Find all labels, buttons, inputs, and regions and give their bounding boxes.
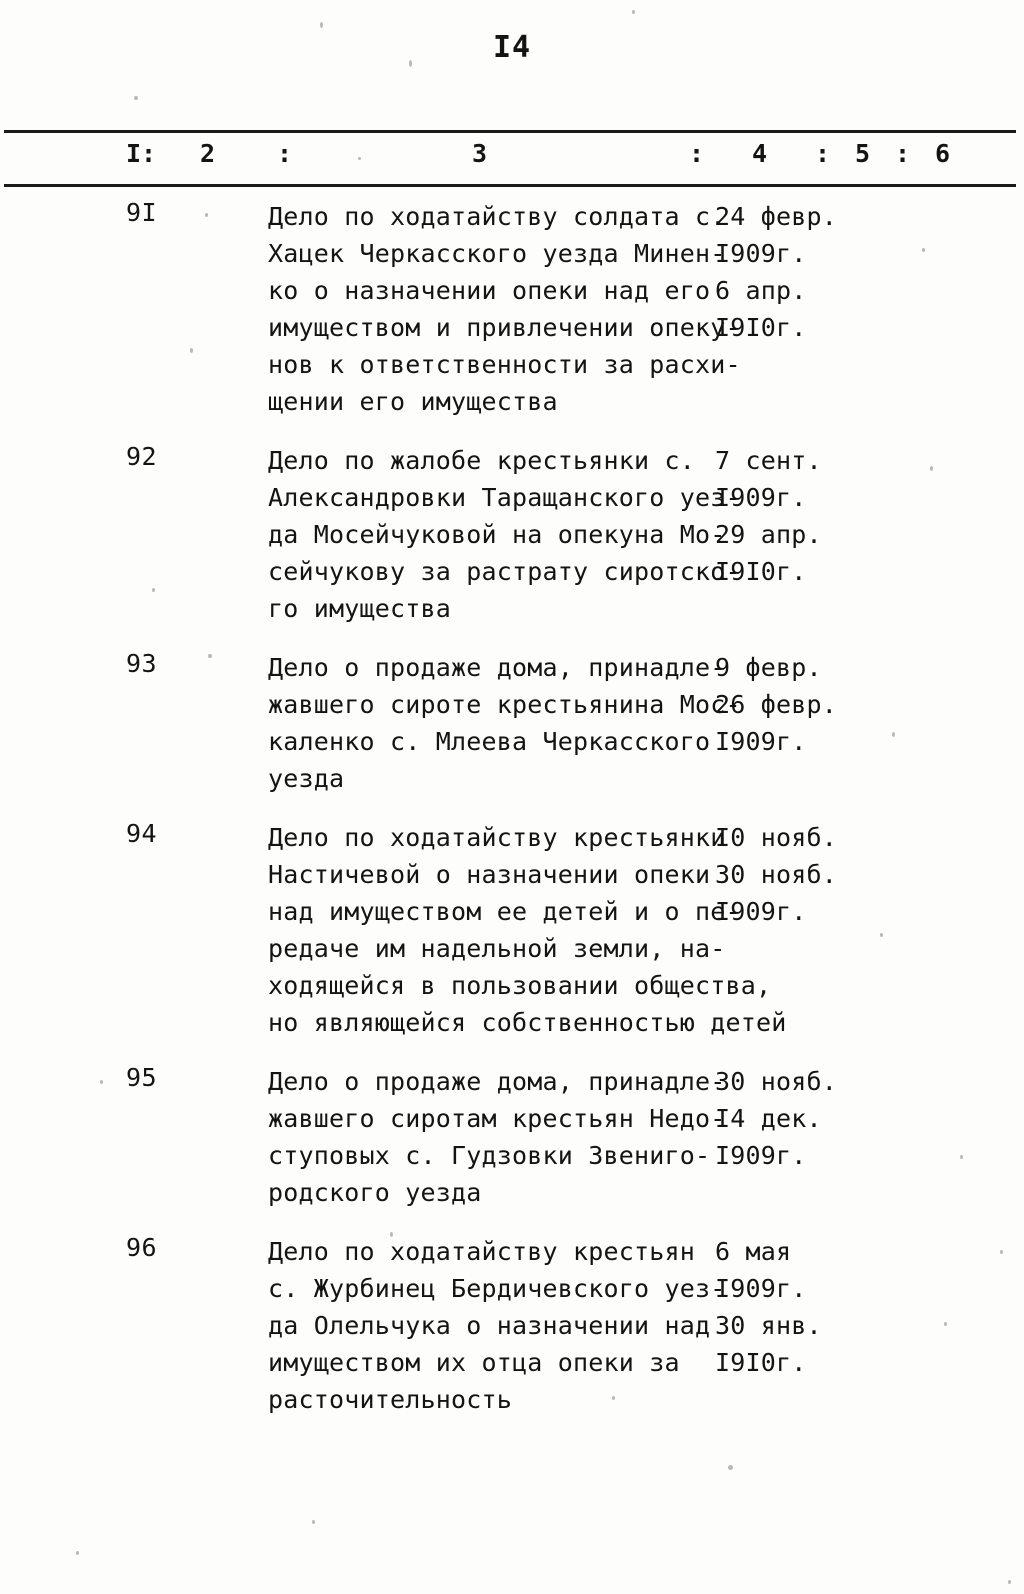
entry-number: 92 [126, 442, 158, 471]
entry-line [268, 1174, 1024, 1211]
entry-line [268, 1137, 1024, 1174]
entry-number: 95 [126, 1063, 158, 1092]
entry-list [0, 198, 1024, 1440]
entry-description: каленко с. Млеева Черкасского [268, 727, 711, 756]
entry-description: Дело по ходатайству крестьянки [268, 823, 726, 852]
entry-line [268, 1233, 1024, 1270]
scan-speckle [320, 22, 323, 28]
entry-date: 30 нояб. [715, 1067, 838, 1096]
entry-description: нов к ответственности за расхи- [268, 350, 741, 379]
column-header-1: I: [126, 139, 157, 168]
entry-description: ступовых с. Гудзовки Звениго- [268, 1141, 711, 1170]
entry-description: Дело по жалобе крестьянки с. [268, 446, 696, 475]
entry-date: I0 нояб. [715, 823, 838, 852]
entry-date: 7 сент. [715, 446, 822, 475]
entry-description: Дело по ходатайству солдата с. [268, 202, 726, 231]
page-number: I4 [492, 30, 532, 65]
entry-row [0, 649, 1024, 797]
entry-body [268, 198, 1024, 420]
header-rule-top [4, 130, 1016, 133]
scan-speckle [728, 1465, 733, 1470]
entry-line [268, 1100, 1024, 1137]
entry-description: родского уезда [268, 1178, 482, 1207]
entry-date: 6 мая [715, 1237, 792, 1266]
entry-description: жавшего сиротам крестьян Недо- [268, 1104, 726, 1133]
entry-description: Дело о продаже дома, принадле- [268, 653, 726, 682]
entry-body [268, 442, 1024, 627]
entry-date: I9I0г. [715, 1348, 807, 1377]
scan-speckle [134, 96, 138, 100]
entry-line [268, 272, 1024, 309]
scan-speckle [76, 1551, 79, 1555]
entry-date: 30 янв. [715, 1311, 822, 1340]
column-header-5: 5 [855, 139, 871, 168]
entry-description: Настичевой о назначении опеки [268, 860, 711, 889]
entry-date: I4 дек. [715, 1104, 822, 1133]
entry-line [268, 442, 1024, 479]
entry-line [268, 649, 1024, 686]
column-separator-colon-1: : [277, 139, 293, 168]
column-header-4: 4 [752, 139, 768, 168]
entry-body [268, 1063, 1024, 1211]
entry-date: 24 февр. [715, 202, 838, 231]
column-header-6: 6 [935, 139, 951, 168]
entry-description: Дело по ходатайству крестьян [268, 1237, 696, 1266]
entry-line [268, 1344, 1024, 1381]
entry-description: Дело о продаже дома, принадле- [268, 1067, 726, 1096]
entry-description: да Олельчука о назначении над [268, 1311, 711, 1340]
entry-body [268, 819, 1024, 1041]
column-header-row [0, 139, 1024, 183]
entry-line [268, 1381, 1024, 1418]
entry-line [268, 686, 1024, 723]
entry-description: имуществом их отца опеки за [268, 1348, 680, 1377]
entry-line [268, 479, 1024, 516]
entry-body [268, 1233, 1024, 1418]
entry-description: расточительность [268, 1385, 513, 1414]
header-rule-bottom [4, 184, 1016, 187]
entry-number: 93 [126, 649, 158, 678]
column-header-3: 3 [472, 139, 488, 168]
entry-description: имуществом и привлечении опеку- [268, 313, 741, 342]
entry-description: но являющейся собственностью детей [268, 1008, 787, 1037]
entry-line [268, 1270, 1024, 1307]
scan-speckle [632, 10, 635, 14]
entry-description: да Мосейчуковой на опекуна Мо- [268, 520, 726, 549]
entry-row [0, 442, 1024, 627]
entry-row [0, 198, 1024, 420]
entry-date: I909г. [715, 239, 807, 268]
entry-line [268, 309, 1024, 346]
column-header-2: 2 [200, 139, 216, 168]
entry-date: 26 февр. [715, 690, 838, 719]
column-separator-colon-4: : [895, 139, 911, 168]
entry-date: I909г. [715, 1141, 807, 1170]
entry-line [268, 198, 1024, 235]
entry-number: 94 [126, 819, 158, 848]
entry-description: го имущества [268, 594, 452, 623]
entry-description: ходящейся в пользовании общества, [268, 971, 772, 1000]
entry-row [0, 1233, 1024, 1418]
entry-line [268, 590, 1024, 627]
entry-body [268, 649, 1024, 797]
entry-date: 9 февр. [715, 653, 822, 682]
entry-date: 29 апр. [715, 520, 822, 549]
entry-description: жавшего сироте крестьянина Мос- [268, 690, 741, 719]
column-separator-colon-2: : [689, 139, 705, 168]
entry-description: сейчукову за растрату сиротско- [268, 557, 741, 586]
entry-line [268, 1063, 1024, 1100]
entry-date: 6 апр. [715, 276, 807, 305]
entry-line [268, 930, 1024, 967]
entry-line [268, 893, 1024, 930]
entry-line [268, 346, 1024, 383]
entry-description: уезда [268, 764, 345, 793]
entry-description: ко о назначении опеки над его [268, 276, 711, 305]
entry-number: 96 [126, 1233, 158, 1262]
entry-date: I909г. [715, 1274, 807, 1303]
entry-number: 9I [126, 198, 158, 227]
entry-row [0, 1063, 1024, 1211]
scan-speckle [1008, 1580, 1011, 1584]
entry-date: I9I0г. [715, 313, 807, 342]
entry-line [268, 383, 1024, 420]
entry-description: редаче им надельной земли, на- [268, 934, 726, 963]
entry-line [268, 235, 1024, 272]
entry-line [268, 553, 1024, 590]
entry-date: I909г. [715, 897, 807, 926]
entry-line [268, 819, 1024, 856]
entry-date: 30 нояб. [715, 860, 838, 889]
entry-line [268, 516, 1024, 553]
entry-date: I9I0г. [715, 557, 807, 586]
entry-line [268, 1307, 1024, 1344]
entry-description: с. Журбинец Бердичевского уез- [268, 1274, 726, 1303]
scan-speckle [312, 1520, 315, 1524]
entry-description: Александровки Таращанского уез- [268, 483, 741, 512]
entry-description: Хацек Черкасского уезда Минен- [268, 239, 726, 268]
entry-line [268, 723, 1024, 760]
entry-line [268, 1004, 1024, 1041]
entry-line [268, 856, 1024, 893]
entry-row [0, 819, 1024, 1041]
entry-line [268, 967, 1024, 1004]
entry-description: щении его имущества [268, 387, 558, 416]
column-separator-colon-3: : [815, 139, 831, 168]
entry-date: I909г. [715, 727, 807, 756]
entry-line [268, 760, 1024, 797]
entry-date: I909г. [715, 483, 807, 512]
entry-description: над имуществом ее детей и о пе- [268, 897, 741, 926]
